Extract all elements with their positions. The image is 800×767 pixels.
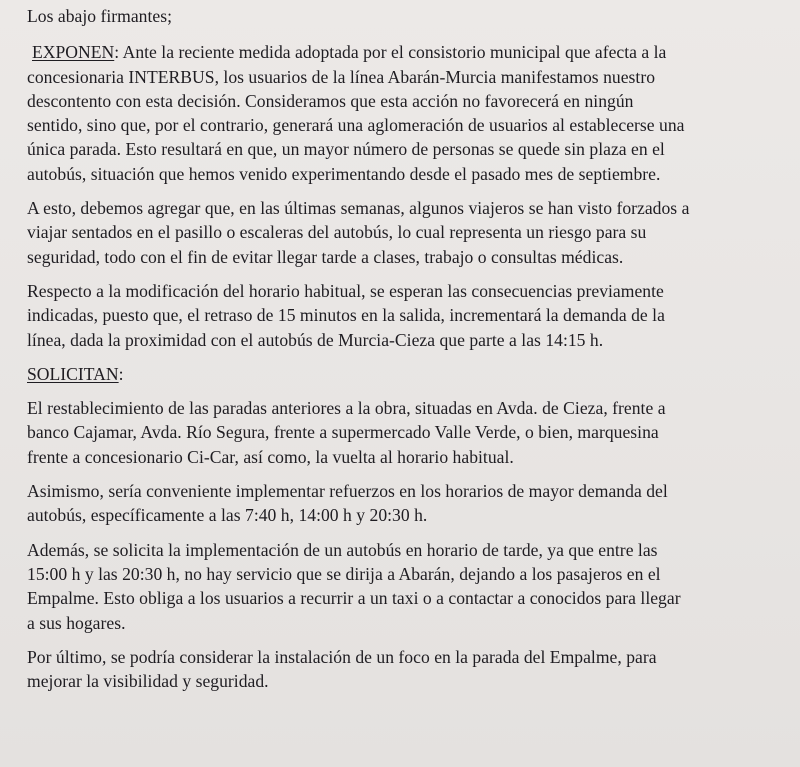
solicitan-suffix: :	[118, 363, 124, 384]
p5-line-1: Asimismo, sería conveniente implementar refuerzos en los horarios de mayor demanda del	[27, 481, 668, 502]
p4-line-2: banco Cajamar, Avda. Río Segura, frente a supermercado Valle Verde, o bien, marquesina	[27, 422, 659, 443]
solicitan-line	[27, 362, 797, 386]
exponen-paragraph	[27, 40, 797, 186]
exponen-heading: EXPONEN	[32, 42, 115, 63]
p7-line-2: mejorar la visibilidad y seguridad.	[27, 671, 269, 692]
paragraph-5	[27, 479, 797, 528]
p4-line-1: El restablecimiento de las paradas anteriores a la obra, situadas en Avda. de Cieza, frente a	[27, 398, 666, 419]
p2-line-3: seguridad, todo con el fin de evitar llegar tarde a clases, trabajo o consultas médicas.	[27, 246, 624, 267]
p3-line-3: línea, dada la proximidad con el autobús de Murcia-Cieza que parte a las 14:15 h.	[27, 329, 604, 350]
p7-line-1: Por último, se podría considerar la instalación de un foco en la parada del Empalme, para	[27, 646, 657, 667]
paragraph-2	[27, 196, 797, 269]
exponen-line-2: concesionaria INTERBUS, los usuarios de la línea Abarán-Murcia manifestamos nuestro	[27, 66, 656, 87]
exponen-line-1-text: : Ante la reciente medida adoptada por el consistorio municipal que afecta a la	[114, 42, 667, 63]
exponen-line-6: autobús, situación que hemos venido experimentando desde el pasado mes de septiembre.	[27, 163, 661, 184]
exponen-line-5: única parada. Esto resultará en que, un mayor número de personas se quede sin plaza en el	[27, 139, 665, 160]
paragraph-3	[27, 279, 797, 352]
paragraph-4	[27, 396, 797, 469]
exponen-line-4: sentido, sino que, por el contrario, generará una aglomeración de usuarios al establecerse una	[27, 115, 685, 136]
p4-line-3: frente a concesionario Ci-Car, así como, la vuelta al horario habitual.	[27, 446, 514, 467]
exponen-line-1	[27, 40, 797, 64]
letter-body	[27, 4, 797, 693]
salutation-line: Los abajo firmantes;	[27, 6, 173, 26]
p2-line-2: viajar sentados en el pasillo o escaleras del autobús, lo cual representa un riesgo para su	[27, 222, 647, 243]
exponen-line-3: descontento con esta decisión. Consideramos que esta acción no favorecerá en ningún	[27, 90, 634, 111]
paragraph-7	[27, 645, 797, 694]
p6-line-2: 15:00 h y las 20:30 h, no hay servicio que se dirija a Abarán, dejando a los pasajeros en el	[27, 563, 661, 584]
solicitan-heading-block	[27, 362, 797, 386]
p2-line-1: A esto, debemos agregar que, en las últimas semanas, algunos viajeros se han visto forzados a	[27, 198, 690, 219]
p3-line-2: indicadas, puesto que, el retraso de 15 minutos en la salida, incrementará la demanda de la	[27, 305, 665, 326]
p3-line-1: Respecto a la modificación del horario habitual, se esperan las consecuencias previamente	[27, 280, 664, 301]
p6-line-3: Empalme. Esto obliga a los usuarios a recurrir a un taxi o a contactar a conocidos para llegar	[27, 588, 681, 609]
p6-line-1: Además, se solicita la implementación de un autobús en horario de tarde, ya que entre las	[27, 539, 658, 560]
paragraph-6	[27, 538, 797, 635]
p6-line-4: a sus hogares.	[27, 612, 126, 633]
salutation	[27, 4, 797, 28]
p5-line-2: autobús, específicamente a las 7:40 h, 14:00 h y 20:30 h.	[27, 505, 428, 526]
solicitan-heading: SOLICITAN	[27, 363, 119, 384]
